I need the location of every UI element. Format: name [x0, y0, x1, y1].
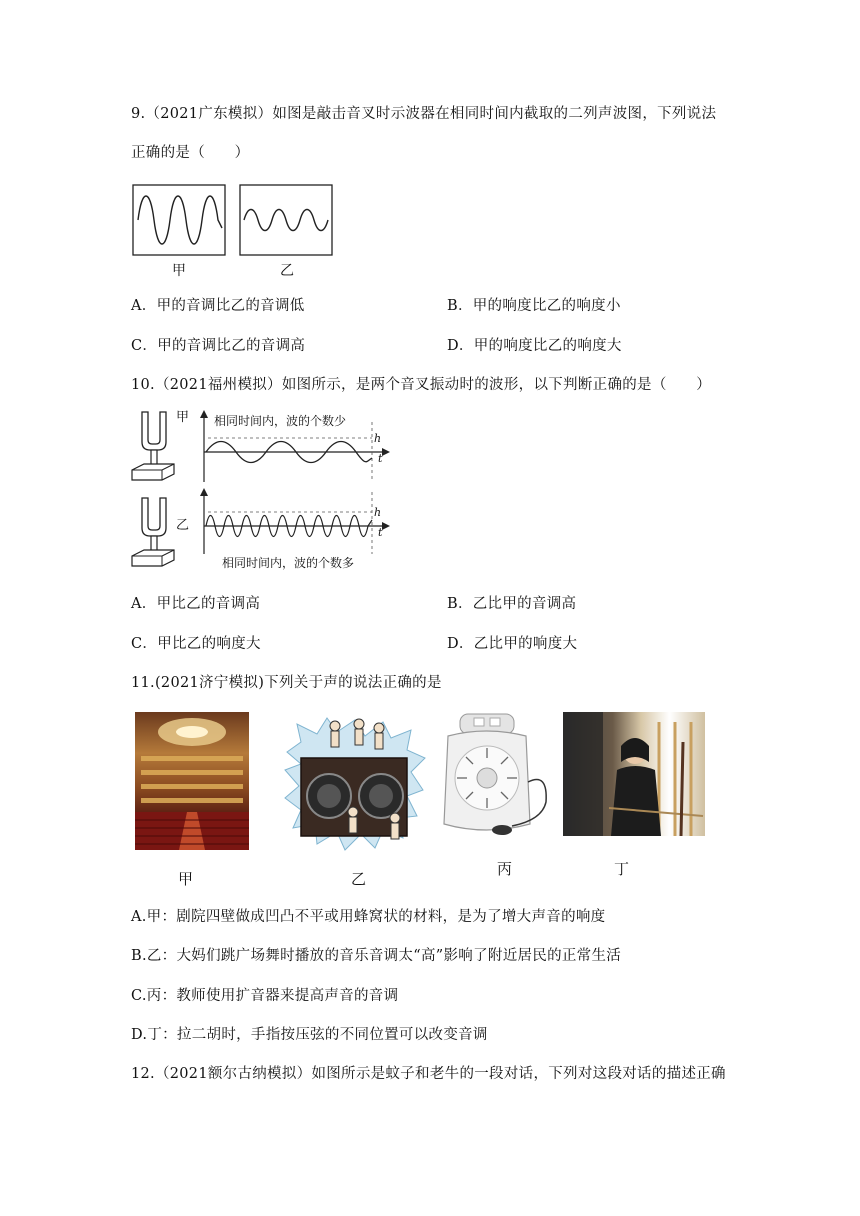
q10-label-yi: 乙	[176, 518, 190, 533]
q9-label-jia: 甲	[172, 263, 186, 279]
q9-option-c: C．甲的音调比乙的音调高	[131, 338, 306, 354]
q10-axis-t-bottom: t	[378, 526, 383, 539]
q10-option-d: D．乙比甲的响度大	[447, 636, 578, 652]
q11-option-d: D.丁：拉二胡时，手指按压弦的不同位置可以改变音调	[131, 1027, 488, 1043]
q10-option-b: B．乙比甲的音调高	[447, 596, 577, 612]
q9-stem-line1: 9.（2021广东模拟）如图是敲击音叉时示波器在相同时间内截取的二列声波图，下列说法	[131, 106, 717, 122]
q10-option-a: A．甲比乙的音调高	[131, 596, 261, 612]
tuning-fork-icon-jia	[132, 412, 174, 480]
q9-option-b: B．甲的响度比乙的响度小	[447, 298, 621, 314]
q10-axes-yi	[200, 488, 390, 554]
q11-caption-yi: 乙	[351, 870, 367, 888]
q10-axis-h-top: h	[374, 432, 382, 445]
q10-note-bottom: 相同时间内，波的个数多	[222, 556, 355, 570]
q9-option-d: D．甲的响度比乙的响度大	[447, 338, 622, 354]
q10-label-jia: 甲	[176, 410, 190, 425]
q9-waveform-figure	[130, 182, 340, 282]
erhu-player-photo	[563, 712, 705, 836]
q9-wave-yi	[244, 210, 328, 231]
q9-label-yi: 乙	[280, 263, 294, 279]
speaker-dancers-photo	[283, 712, 427, 852]
q10-tuning-fork-figure	[128, 408, 398, 578]
tuning-fork-icon-yi	[132, 498, 174, 566]
amplifier-photo	[430, 712, 560, 844]
q9-wave-jia	[138, 196, 222, 244]
q11-option-b: B.乙：大妈们跳广场舞时播放的音乐音调太“高”影响了附近居民的正常生活	[131, 948, 622, 964]
q11-caption-bing: 丙	[497, 860, 513, 878]
q10-stem: 10.（2021福州模拟）如图所示，是两个音叉振动时的波形，以下判断正确的是（ ）	[131, 377, 712, 393]
q10-axis-t-top: t	[378, 452, 383, 465]
q10-option-c: C．甲比乙的响度大	[131, 636, 261, 652]
q11-caption-ding: 丁	[614, 860, 630, 878]
q11-stem: 11.(2021济宁模拟)下列关于声的说法正确的是	[131, 675, 442, 691]
q12-stem: 12.（2021额尔古纳模拟）如图所示是蚊子和老牛的一段对话，下列对这段对话的描述正确	[131, 1066, 726, 1082]
q10-note-top: 相同时间内，波的个数少	[214, 414, 347, 428]
q9-option-a: A．甲的音调比乙的音调低	[131, 298, 305, 314]
q9-stem-line2: 正确的是（ ）	[131, 145, 250, 161]
q11-caption-jia: 甲	[178, 870, 194, 888]
q11-option-c: C.丙：教师使用扩音器来提高声音的音调	[131, 988, 399, 1004]
theater-photo	[135, 712, 249, 850]
q10-axis-h-bottom: h	[374, 506, 382, 519]
q11-option-a: A.甲：剧院四壁做成凹凸不平或用蜂窝状的材料，是为了增大声音的响度	[131, 909, 606, 925]
